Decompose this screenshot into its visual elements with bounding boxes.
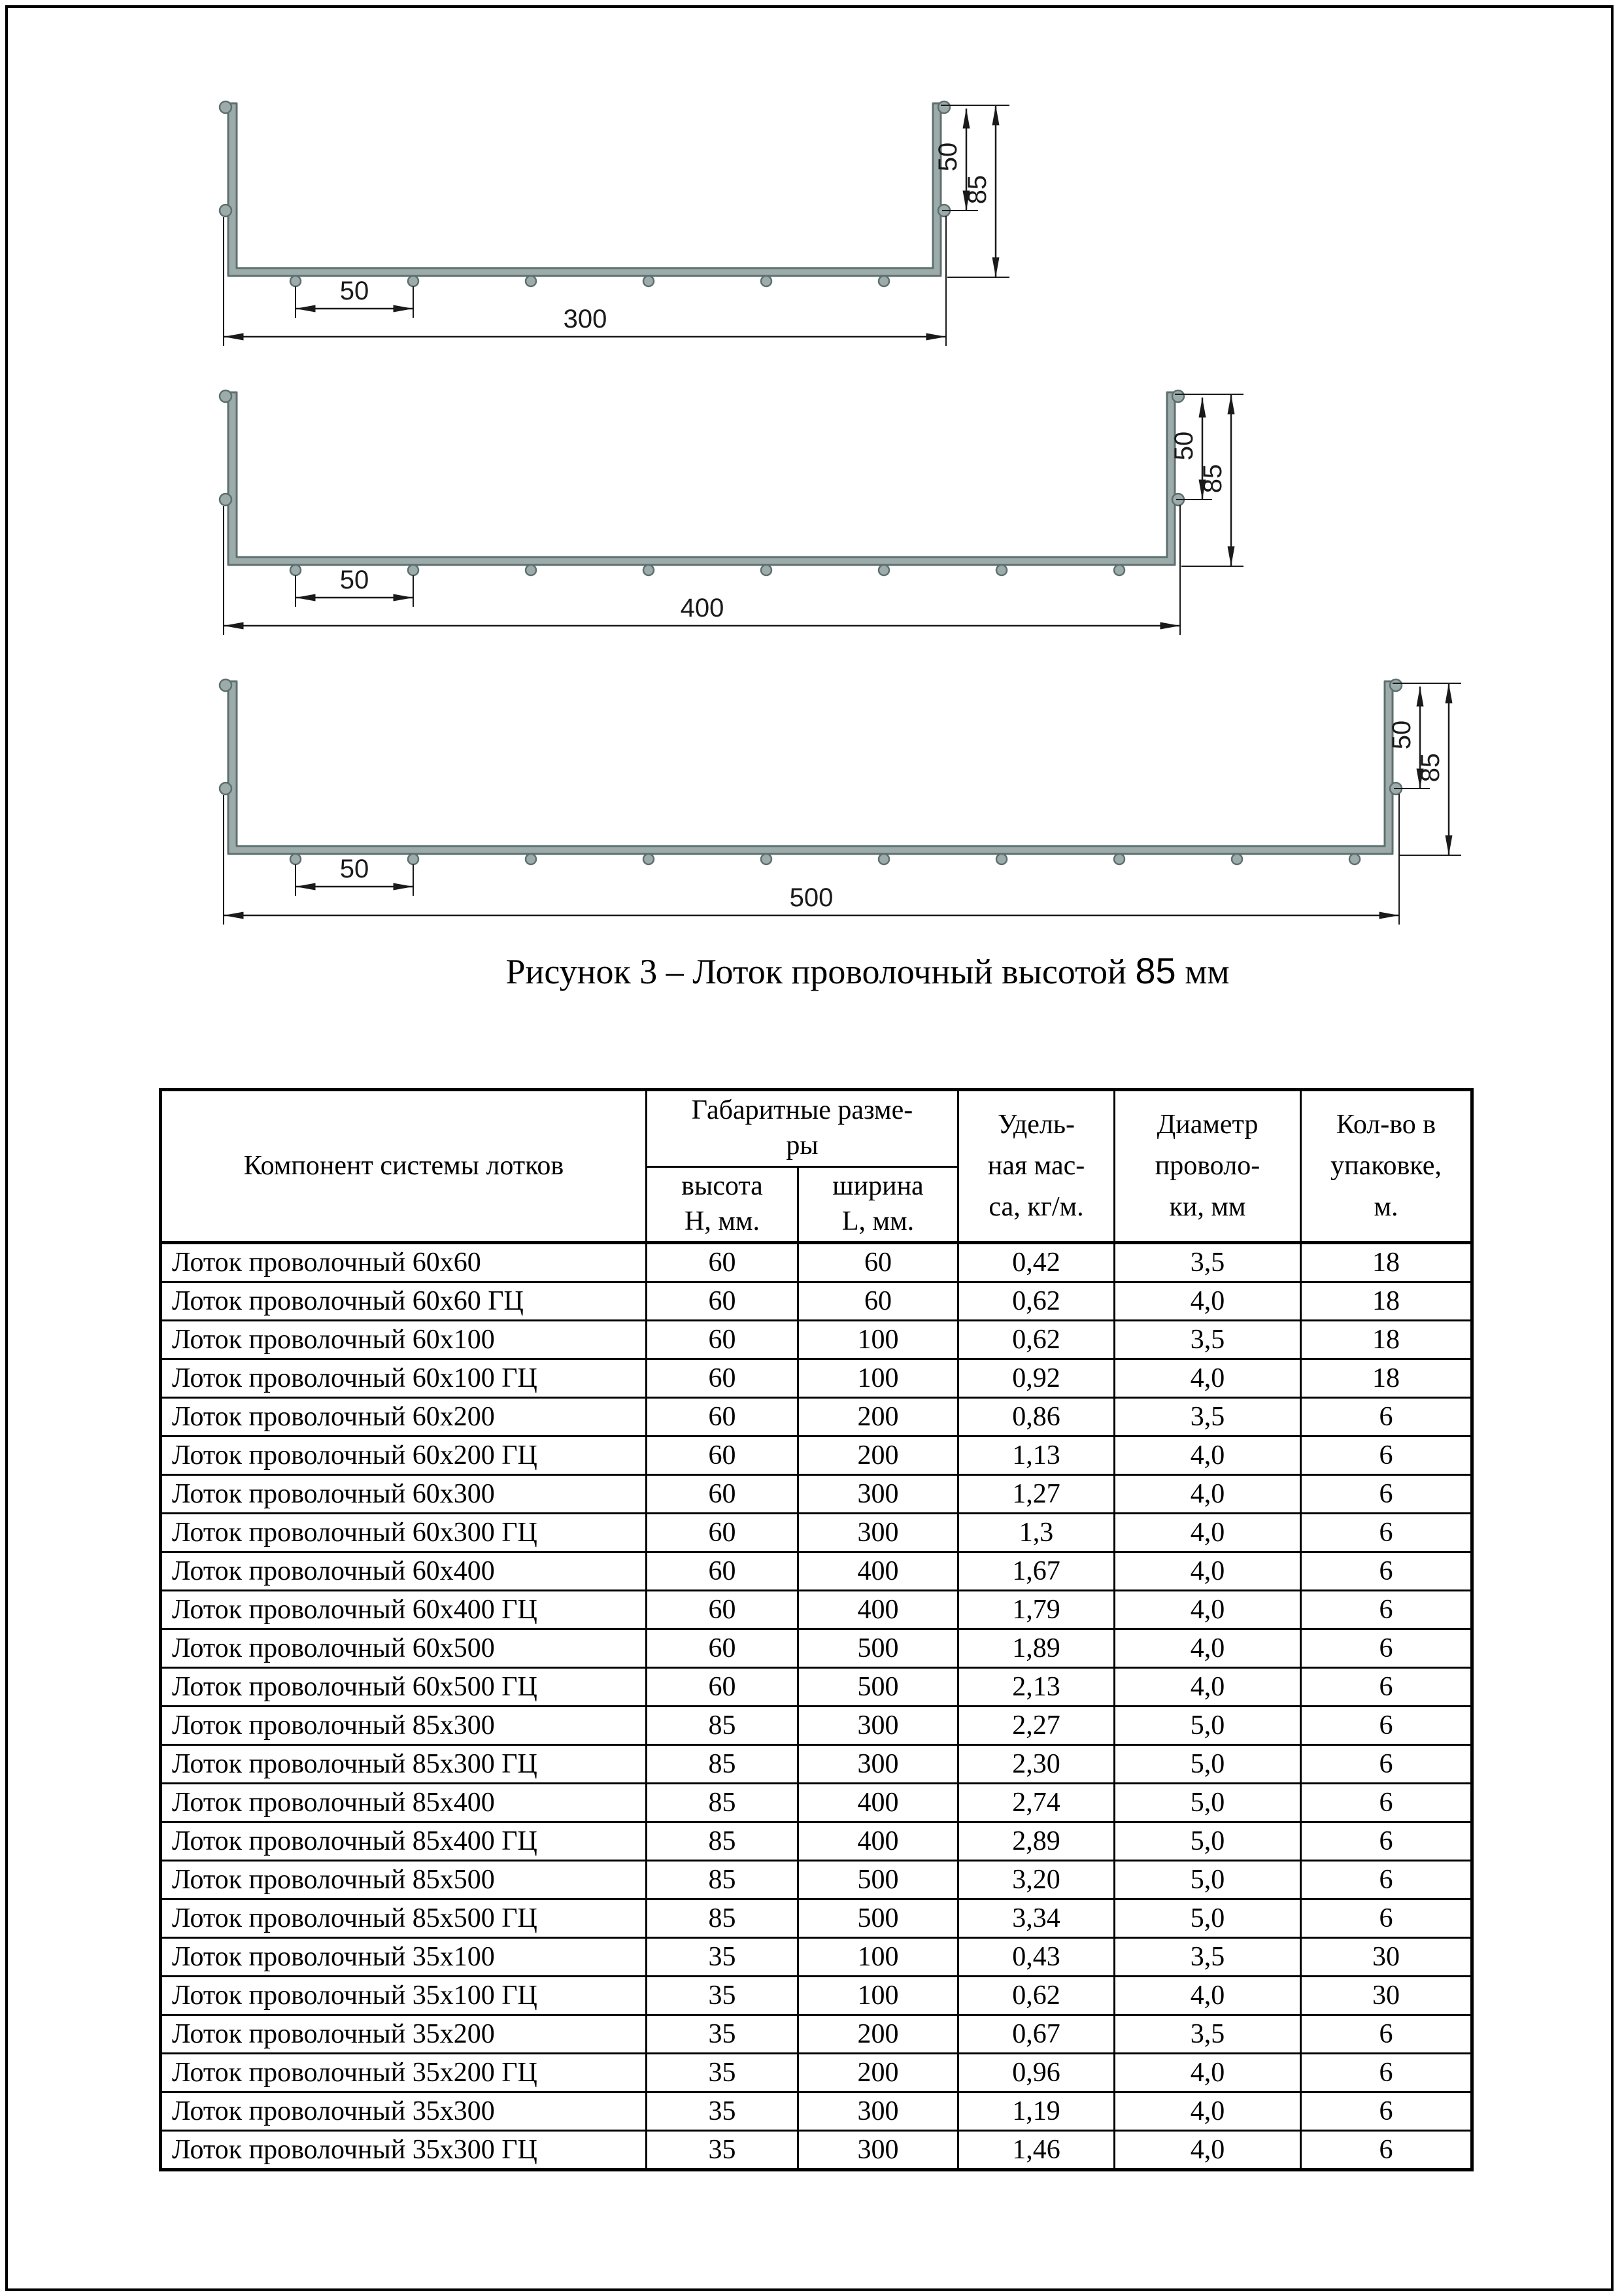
wire-dot xyxy=(761,854,771,864)
header-line: м. xyxy=(1374,1192,1398,1222)
header-line: ры xyxy=(786,1130,819,1161)
cell-mass: 0,42 xyxy=(958,1243,1115,1282)
table-row xyxy=(161,1398,1472,1436)
header-line: Удель- xyxy=(998,1110,1075,1140)
table-row xyxy=(161,1436,1472,1475)
dim-width: 400 xyxy=(680,594,724,622)
cell-pack-quantity: 6 xyxy=(1301,1436,1472,1475)
wire-dot xyxy=(938,101,950,113)
cell-wire-diameter: 3,5 xyxy=(1115,1398,1301,1436)
header-line: ная мас- xyxy=(987,1151,1085,1181)
dim-wire-pitch: 50 xyxy=(339,566,369,594)
cell-height: 35 xyxy=(647,2054,798,2092)
wire-dot xyxy=(879,276,889,286)
cell-height: 60 xyxy=(647,1398,798,1436)
cell-pack-quantity: 6 xyxy=(1301,1822,1472,1861)
cell-height: 35 xyxy=(647,1977,798,2015)
cell-pack-quantity: 6 xyxy=(1301,1707,1472,1745)
cell-component-name: Лоток проволочный 60х300 xyxy=(161,1475,647,1514)
cell-mass: 0,62 xyxy=(958,1977,1115,2015)
cell-height: 60 xyxy=(647,1436,798,1475)
cell-wire-diameter: 5,0 xyxy=(1115,1861,1301,1899)
header-pack-quantity xyxy=(1301,1090,1472,1243)
table-row xyxy=(161,1977,1472,2015)
cell-component-name: Лоток проволочный 60х200 ГЦ xyxy=(161,1436,647,1475)
cell-pack-quantity: 6 xyxy=(1301,1745,1472,1784)
tray-profile xyxy=(228,392,1175,565)
wire-dot xyxy=(1114,854,1125,864)
cell-component-name: Лоток проволочный 35х300 ГЦ xyxy=(161,2131,647,2170)
cell-wire-diameter: 5,0 xyxy=(1115,1784,1301,1822)
cell-wire-diameter: 4,0 xyxy=(1115,1591,1301,1629)
cell-component-name: Лоток проволочный 85х400 xyxy=(161,1784,647,1822)
table-row xyxy=(161,1514,1472,1552)
cell-wire-diameter: 5,0 xyxy=(1115,1745,1301,1784)
cell-width: 200 xyxy=(798,1398,958,1436)
wire-dot xyxy=(526,854,536,864)
cell-width: 200 xyxy=(798,1436,958,1475)
wire-dot xyxy=(761,565,771,575)
cell-wire-diameter: 4,0 xyxy=(1115,1552,1301,1591)
wire-dot xyxy=(220,494,231,505)
cell-pack-quantity: 6 xyxy=(1301,2092,1472,2131)
cell-height: 85 xyxy=(647,1707,798,1745)
table-row xyxy=(161,1282,1472,1321)
table-row xyxy=(161,1745,1472,1784)
table-row xyxy=(161,1668,1472,1707)
wire-dot xyxy=(1349,854,1360,864)
cell-pack-quantity: 6 xyxy=(1301,1668,1472,1707)
table-row xyxy=(161,1938,1472,1977)
dim-wire-pitch: 50 xyxy=(339,277,369,305)
figure-caption xyxy=(0,949,1624,992)
cell-wire-diameter: 4,0 xyxy=(1115,2054,1301,2092)
cell-wire-diameter: 3,5 xyxy=(1115,1243,1301,1282)
table-row xyxy=(161,1243,1472,1282)
wire-dot xyxy=(1232,854,1242,864)
wire-dot xyxy=(526,565,536,575)
cell-pack-quantity: 6 xyxy=(1301,1398,1472,1436)
dim-total-height: 85 xyxy=(963,175,992,205)
cell-height: 85 xyxy=(647,1745,798,1784)
cell-pack-quantity: 6 xyxy=(1301,1591,1472,1629)
cell-component-name: Лоток проволочный 60х200 xyxy=(161,1398,647,1436)
cell-mass: 0,62 xyxy=(958,1321,1115,1359)
dim-total-height: 85 xyxy=(1416,753,1445,783)
wire-dot xyxy=(220,390,231,402)
cell-wire-diameter: 4,0 xyxy=(1115,1282,1301,1321)
cell-width: 400 xyxy=(798,1552,958,1591)
cell-mass: 1,3 xyxy=(958,1514,1115,1552)
cell-width: 200 xyxy=(798,2015,958,2054)
cell-height: 35 xyxy=(647,2092,798,2131)
cell-pack-quantity: 6 xyxy=(1301,1514,1472,1552)
cell-width: 100 xyxy=(798,1938,958,1977)
wire-dot xyxy=(1114,565,1125,575)
cell-wire-diameter: 3,5 xyxy=(1115,2015,1301,2054)
header-line: высота xyxy=(681,1171,763,1202)
dim-wire-pitch: 50 xyxy=(339,855,369,883)
cell-wire-diameter: 4,0 xyxy=(1115,1977,1301,2015)
dim-width: 300 xyxy=(563,305,607,333)
cell-pack-quantity: 6 xyxy=(1301,1552,1472,1591)
wire-dot xyxy=(643,565,654,575)
wire-dot xyxy=(1172,390,1184,402)
header-line: L, мм. xyxy=(841,1206,915,1236)
caption-height-value: 85 xyxy=(1135,950,1176,991)
header-line: са, кг/м. xyxy=(989,1192,1084,1222)
caption-units: мм xyxy=(1176,952,1230,991)
cell-wire-diameter: 4,0 xyxy=(1115,1359,1301,1398)
cell-width: 400 xyxy=(798,1784,958,1822)
cell-component-name: Лоток проволочный 60х60 xyxy=(161,1243,647,1282)
cell-pack-quantity: 6 xyxy=(1301,1899,1472,1938)
cell-width: 500 xyxy=(798,1899,958,1938)
table-row xyxy=(161,2054,1472,2092)
cell-wire-diameter: 4,0 xyxy=(1115,2092,1301,2131)
cell-width: 300 xyxy=(798,2131,958,2170)
cell-width: 300 xyxy=(798,1514,958,1552)
cell-wire-diameter: 5,0 xyxy=(1115,1822,1301,1861)
table-row xyxy=(161,1475,1472,1514)
wire-dot xyxy=(220,205,231,216)
cell-width: 500 xyxy=(798,1668,958,1707)
header-height xyxy=(647,1167,798,1243)
table-header xyxy=(161,1090,1472,1243)
table-row xyxy=(161,2092,1472,2131)
cell-height: 35 xyxy=(647,1938,798,1977)
header-component: Компонент системы лотков xyxy=(161,1090,647,1243)
header-dimensions-group xyxy=(647,1090,958,1167)
wire-dot xyxy=(643,854,654,864)
wire-dot xyxy=(220,679,231,691)
cell-width: 100 xyxy=(798,1977,958,2015)
wire-dot xyxy=(220,783,231,794)
cell-height: 85 xyxy=(647,1822,798,1861)
header-width xyxy=(798,1167,958,1243)
cell-pack-quantity: 18 xyxy=(1301,1282,1472,1321)
cell-mass: 1,89 xyxy=(958,1629,1115,1668)
table-row xyxy=(161,1822,1472,1861)
cell-wire-diameter: 4,0 xyxy=(1115,1668,1301,1707)
cell-mass: 0,92 xyxy=(958,1359,1115,1398)
tray-drawing-300 xyxy=(220,101,1009,346)
cell-mass: 2,30 xyxy=(958,1745,1115,1784)
cell-component-name: Лоток проволочный 85х400 ГЦ xyxy=(161,1822,647,1861)
cell-width: 60 xyxy=(798,1243,958,1282)
cell-wire-diameter: 3,5 xyxy=(1115,1321,1301,1359)
table-row xyxy=(161,1707,1472,1745)
tray-drawing-400 xyxy=(220,390,1243,635)
cell-width: 60 xyxy=(798,1282,958,1321)
header-line: упаковке, xyxy=(1330,1151,1442,1181)
cell-component-name: Лоток проволочный 85х300 ГЦ xyxy=(161,1745,647,1784)
cell-width: 300 xyxy=(798,1707,958,1745)
cell-pack-quantity: 6 xyxy=(1301,1784,1472,1822)
cell-pack-quantity: 6 xyxy=(1301,1475,1472,1514)
header-mass xyxy=(958,1090,1115,1243)
cell-wire-diameter: 5,0 xyxy=(1115,1707,1301,1745)
cell-component-name: Лоток проволочный 60х500 xyxy=(161,1629,647,1668)
wire-dot xyxy=(996,854,1007,864)
cell-pack-quantity: 6 xyxy=(1301,1629,1472,1668)
cell-wire-diameter: 4,0 xyxy=(1115,1436,1301,1475)
figure-drawings xyxy=(0,0,1624,955)
cell-height: 60 xyxy=(647,1552,798,1591)
dim-width: 500 xyxy=(789,883,834,912)
wire-dot xyxy=(526,276,536,286)
cell-wire-diameter: 4,0 xyxy=(1115,1629,1301,1668)
wire-dot xyxy=(220,101,231,113)
cell-wire-diameter: 4,0 xyxy=(1115,1475,1301,1514)
cell-pack-quantity: 18 xyxy=(1301,1243,1472,1282)
cell-mass: 2,13 xyxy=(958,1668,1115,1707)
cell-component-name: Лоток проволочный 35х200 xyxy=(161,2015,647,2054)
cell-component-name: Лоток проволочный 35х100 ГЦ xyxy=(161,1977,647,2015)
cell-height: 60 xyxy=(647,1668,798,1707)
wire-dot xyxy=(643,276,654,286)
cell-component-name: Лоток проволочный 85х300 xyxy=(161,1707,647,1745)
tray-drawing-500 xyxy=(220,679,1461,925)
header-line: Габаритные разме- xyxy=(691,1095,913,1126)
cell-component-name: Лоток проволочный 60х300 ГЦ xyxy=(161,1514,647,1552)
header-line: Н, мм. xyxy=(685,1206,760,1236)
wire-dot xyxy=(290,276,301,286)
cell-pack-quantity: 18 xyxy=(1301,1359,1472,1398)
cell-mass: 0,67 xyxy=(958,2015,1115,2054)
caption-text: Рисунок 3 – Лоток проволочный высотой xyxy=(505,952,1136,991)
wire-dot xyxy=(879,565,889,575)
cell-height: 60 xyxy=(647,1282,798,1321)
wire-dot xyxy=(761,276,771,286)
table-row xyxy=(161,1899,1472,1938)
table-row xyxy=(161,1321,1472,1359)
cell-height: 35 xyxy=(647,2015,798,2054)
cell-pack-quantity: 30 xyxy=(1301,1977,1472,2015)
cell-width: 300 xyxy=(798,1745,958,1784)
table-row xyxy=(161,1861,1472,1899)
cell-component-name: Лоток проволочный 60х100 xyxy=(161,1321,647,1359)
cell-height: 60 xyxy=(647,1591,798,1629)
cell-height: 85 xyxy=(647,1784,798,1822)
cell-width: 500 xyxy=(798,1629,958,1668)
cell-width: 400 xyxy=(798,1591,958,1629)
cell-height: 60 xyxy=(647,1321,798,1359)
cell-component-name: Лоток проволочный 85х500 ГЦ xyxy=(161,1899,647,1938)
wire-dot xyxy=(408,565,418,575)
cell-mass: 2,74 xyxy=(958,1784,1115,1822)
cell-height: 85 xyxy=(647,1899,798,1938)
cell-pack-quantity: 6 xyxy=(1301,2054,1472,2092)
table-row xyxy=(161,1591,1472,1629)
dim-flange-height: 50 xyxy=(934,142,962,172)
cell-width: 100 xyxy=(798,1359,958,1398)
wire-dot xyxy=(408,854,418,864)
cell-mass: 0,86 xyxy=(958,1398,1115,1436)
cell-width: 300 xyxy=(798,2092,958,2131)
wire-dot xyxy=(408,276,418,286)
cell-mass: 1,46 xyxy=(958,2131,1115,2170)
cell-mass: 1,27 xyxy=(958,1475,1115,1514)
cell-component-name: Лоток проволочный 60х400 ГЦ xyxy=(161,1591,647,1629)
table-row xyxy=(161,1552,1472,1591)
wire-dot xyxy=(290,565,301,575)
table-body xyxy=(161,1243,1472,2170)
cell-height: 60 xyxy=(647,1514,798,1552)
header-line: Кол-во в xyxy=(1336,1110,1436,1140)
table-row xyxy=(161,2131,1472,2170)
cell-pack-quantity: 6 xyxy=(1301,2131,1472,2170)
table-row xyxy=(161,1629,1472,1668)
cell-wire-diameter: 4,0 xyxy=(1115,2131,1301,2170)
cell-height: 60 xyxy=(647,1243,798,1282)
cell-mass: 3,20 xyxy=(958,1861,1115,1899)
cell-mass: 1,79 xyxy=(958,1591,1115,1629)
wire-dot xyxy=(996,565,1007,575)
cell-mass: 0,62 xyxy=(958,1282,1115,1321)
cell-width: 400 xyxy=(798,1822,958,1861)
cell-mass: 1,19 xyxy=(958,2092,1115,2131)
cell-height: 60 xyxy=(647,1475,798,1514)
cell-height: 60 xyxy=(647,1629,798,1668)
wire-dot xyxy=(879,854,889,864)
cell-wire-diameter: 5,0 xyxy=(1115,1899,1301,1938)
cell-width: 200 xyxy=(798,2054,958,2092)
cell-component-name: Лоток проволочный 35х200 ГЦ xyxy=(161,2054,647,2092)
header-line: Диаметр xyxy=(1157,1110,1259,1140)
table-row xyxy=(161,1359,1472,1398)
cell-mass: 0,96 xyxy=(958,2054,1115,2092)
table-row xyxy=(161,1784,1472,1822)
cell-component-name: Лоток проволочный 85х500 xyxy=(161,1861,647,1899)
header-line: проволо- xyxy=(1155,1151,1260,1181)
specs-table xyxy=(159,1088,1474,2171)
cell-width: 300 xyxy=(798,1475,958,1514)
cell-mass: 0,43 xyxy=(958,1938,1115,1977)
cell-width: 500 xyxy=(798,1861,958,1899)
cell-pack-quantity: 6 xyxy=(1301,1861,1472,1899)
cell-wire-diameter: 4,0 xyxy=(1115,1514,1301,1552)
cell-wire-diameter: 3,5 xyxy=(1115,1938,1301,1977)
cell-component-name: Лоток проволочный 35х100 xyxy=(161,1938,647,1977)
wire-dot xyxy=(290,854,301,864)
cell-mass: 2,89 xyxy=(958,1822,1115,1861)
header-wire-diameter xyxy=(1115,1090,1301,1243)
cell-pack-quantity: 6 xyxy=(1301,2015,1472,2054)
cell-component-name: Лоток проволочный 35х300 xyxy=(161,2092,647,2131)
tray-profile xyxy=(228,681,1393,854)
cell-pack-quantity: 18 xyxy=(1301,1321,1472,1359)
tray-profile xyxy=(228,103,941,276)
cell-component-name: Лоток проволочный 60х500 ГЦ xyxy=(161,1668,647,1707)
table-row xyxy=(161,2015,1472,2054)
cell-mass: 2,27 xyxy=(958,1707,1115,1745)
wire-dot xyxy=(1390,679,1402,691)
cell-pack-quantity: 30 xyxy=(1301,1938,1472,1977)
cell-mass: 3,34 xyxy=(958,1899,1115,1938)
cell-height: 35 xyxy=(647,2131,798,2170)
cell-component-name: Лоток проволочный 60х60 ГЦ xyxy=(161,1282,647,1321)
cell-mass: 1,13 xyxy=(958,1436,1115,1475)
cell-component-name: Лоток проволочный 60х400 xyxy=(161,1552,647,1591)
dim-flange-height: 50 xyxy=(1387,720,1416,750)
cell-height: 85 xyxy=(647,1861,798,1899)
dim-total-height: 85 xyxy=(1198,464,1227,494)
cell-component-name: Лоток проволочный 60х100 ГЦ xyxy=(161,1359,647,1398)
cell-mass: 1,67 xyxy=(958,1552,1115,1591)
header-line: ширина xyxy=(832,1171,924,1202)
dim-flange-height: 50 xyxy=(1170,431,1198,461)
header-line: ки, мм xyxy=(1169,1192,1246,1222)
cell-width: 100 xyxy=(798,1321,958,1359)
cell-height: 60 xyxy=(647,1359,798,1398)
